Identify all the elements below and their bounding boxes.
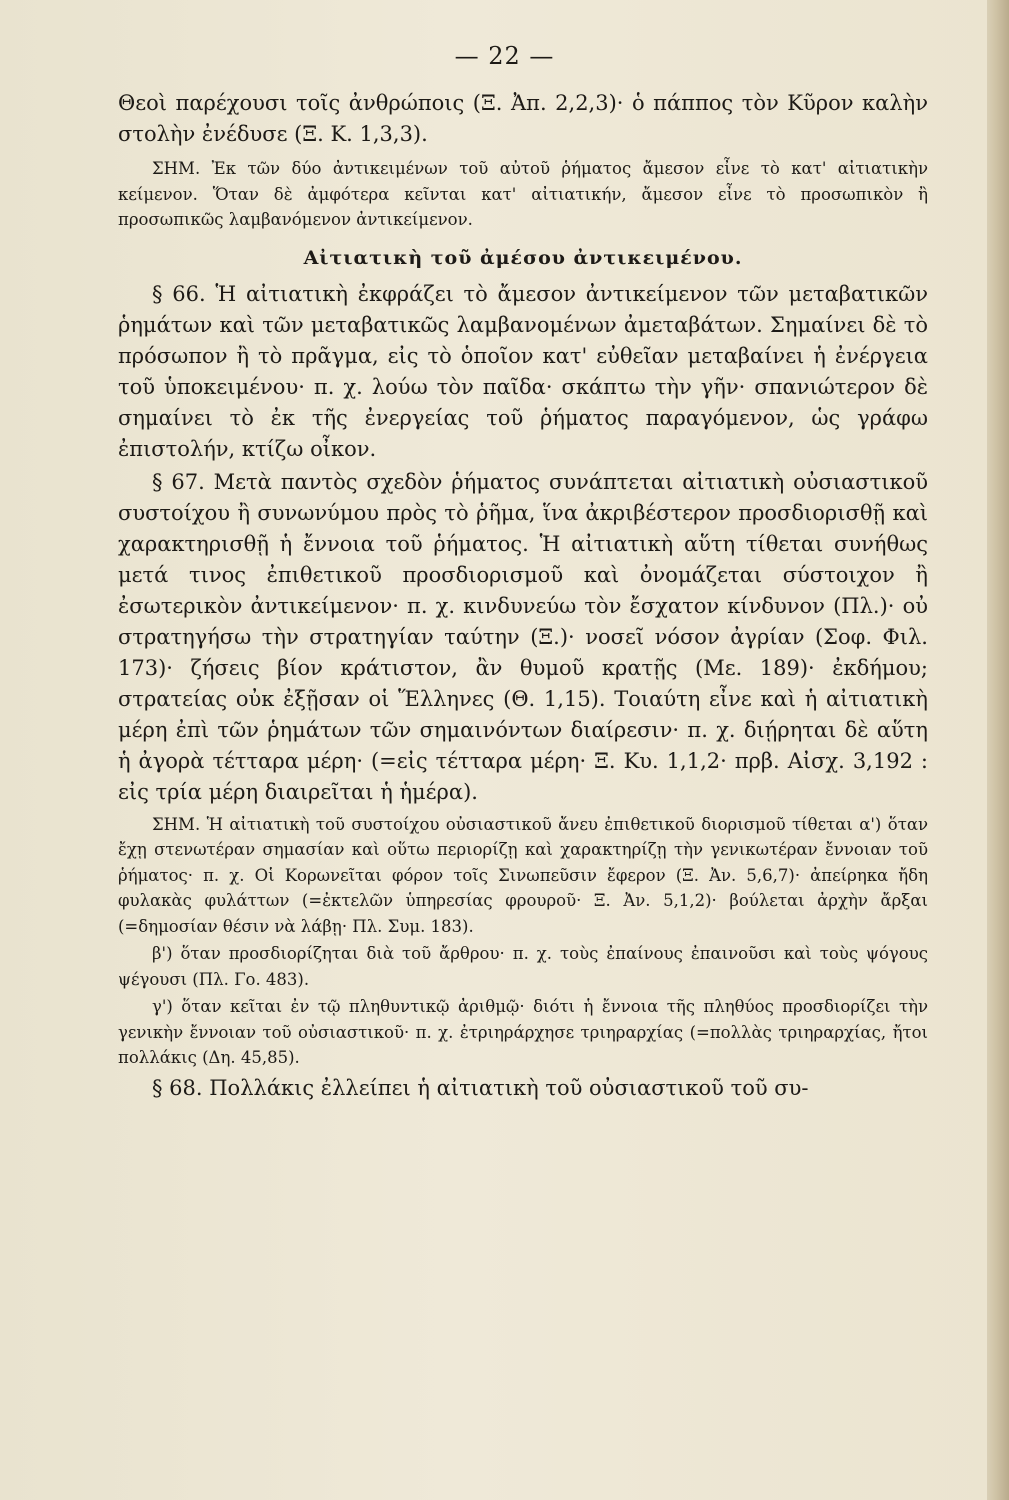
section-heading: Αἰτιατικὴ τοῦ ἀμέσου ἀντικειμένου. xyxy=(303,246,743,269)
page-edge xyxy=(987,0,1009,1500)
note-paragraph-2: ΣΗΜ. Ἡ αἰτιατικὴ τοῦ συστοίχου οὐσιαστικοῦ ἄνευ ἐπιθετικοῦ διορισμοῦ τίθεται α') ὅταν ἔχῃ στενωτέραν σημασίαν καὶ οὕτω περιορίζῃ καὶ χαρακτηρίζῃ τὴν γενικωτέραν ἔννοιαν τοῦ ῥήματος· π. χ. Οἱ Κορωνεῖται φόρον τοῖς Σινωπεῦσιν ἔφερον (Ξ. Ἀν. 5,6,7)· ἀπείρηκα ἤδη φυλακὰς φυλάττων (=ἐκτελῶν ὑπηρεσίας φρουροῦ· Ξ. Ἀν. 5,1,2)· βούλεται ἀρχὴν ἄρξαι (=δημοσίαν θέσιν νὰ λάβῃ· Πλ. Συμ. 183). xyxy=(118,814,928,936)
note-paragraph-3: β') ὅταν προσδιορίζηται διὰ τοῦ ἄρθρου· π. χ. τοὺς ἐπαίνους ἐπαινοῦσι καὶ τοὺς ψόγους ψέγουσι (Πλ. Γο. 483). xyxy=(118,944,928,989)
page-number: — 22 — xyxy=(454,42,555,70)
note-paragraph-4: γ') ὅταν κεῖται ἐν τῷ πληθυντικῷ ἀριθμῷ· διότι ἡ ἔννοια τῆς πληθύος προσδιορίζει τὴν γενικὴν ἔννοιαν τοῦ οὐσιαστικοῦ· π. χ. ἐτριηράρχησε τριηραρχίας (=πολλὰς τριηραρχίας, ἤτοι πολλάκις (Δη. 45,85). xyxy=(118,997,928,1067)
note-paragraph-1: ΣΗΜ. Ἐκ τῶν δύο ἀντικειμένων τοῦ αὐτοῦ ῥήματος ἄμεσον εἶνε τὸ κατ' αἰτιατικὴν κείμενον. Ὅταν δὲ ἀμφότερα κεῖνται κατ' αἰτιατικήν, ἄμεσον εἶνε τὸ προσωπικὸν ἢ προσωπικῶς λαμβανόμενον ἀντικείμενον. xyxy=(118,159,928,229)
paragraph-66: § 66. Ἡ αἰτιατικὴ ἐκφράζει τὸ ἄμεσον ἀντικείμενον τῶν μεταβατικῶν ῥημάτων καὶ τῶν μεταβατικῶς λαμβανομένων ἀμεταβάτων. Σημαίνει δὲ τὸ πρόσωπον ἢ τὸ πρᾶγμα, εἰς τὸ ὁποῖον κατ' εὐθεῖαν μεταβαίνει ἡ ἐνέργεια τοῦ ὑποκειμένου· π. χ. λούω τὸν παῖδα· σκάπτω τὴν γῆν· σπανιώτερον δὲ σημαίνει τὸ ἐκ τῆς ἐνεργείας τοῦ ῥήματος παραγόμενον, ὡς γράφω ἐπιστολήν, κτίζω οἶκον. xyxy=(118,281,928,461)
page-content xyxy=(118,88,928,1104)
intro-paragraph: Θεοὶ παρέχουσι τοῖς ἀνθρώποις (Ξ. Ἀπ. 2,2,3)· ὁ πάππος τὸν Κῦρον καλὴν στολὴν ἐνέδυσε (Ξ. Κ. 1,3,3). xyxy=(118,91,928,146)
paragraph-68: § 68. Πολλάκις ἐλλείπει ἡ αἰτιατικὴ τοῦ οὐσιαστικοῦ τοῦ συ- xyxy=(152,1075,809,1100)
paragraph-67: § 67. Μετὰ παντὸς σχεδὸν ῥήματος συνάπτεται αἰτιατικὴ οὐσιαστικοῦ συστοίχου ἢ συνωνύμου πρὸς τὸ ῥῆμα, ἵνα ἀκριβέστερον προσδιορισθῇ καὶ χαρακτηρισθῇ ἡ ἔννοια τοῦ ῥήματος. Ἡ αἰτιατικὴ αὕτη τίθεται συνήθως μετά τινος ἐπιθετικοῦ προσδιορισμοῦ καὶ ὀνομάζεται σύστοιχον ἢ ἐσωτερικὸν ἀντικείμενον· π. χ. κινδυνεύω τὸν ἔσχατον κίνδυνον (Πλ.)· οὐ στρατηγήσω τὴν στρατηγίαν ταύτην (Ξ.)· νοσεῖ νόσον ἀγρίαν (Σοφ. Φιλ. 173)· ζήσεις βίον κράτιστον, ἂν θυμοῦ κρατῇς (Με. 189)· ἐκδήμου; στρατείας οὐκ ἐξῇσαν οἱ Ἕλληνες (Θ. 1,15). Τοιαύτη εἶνε καὶ ἡ αἰτιατικὴ μέρη ἐπὶ τῶν ῥημάτων τῶν σημαινόντων διαίρεσιν· π. χ. διῄρηται δὲ αὕτη ἡ ἀγορὰ τέτταρα μέρη· (=εἰς τέτταρα μέρη· Ξ. Κυ. 1,1,2· πρβ. Αἰσχ. 3,192 : εἰς τρία μέρη διαιρεῖται ἡ ἡμέρα). xyxy=(118,469,928,804)
